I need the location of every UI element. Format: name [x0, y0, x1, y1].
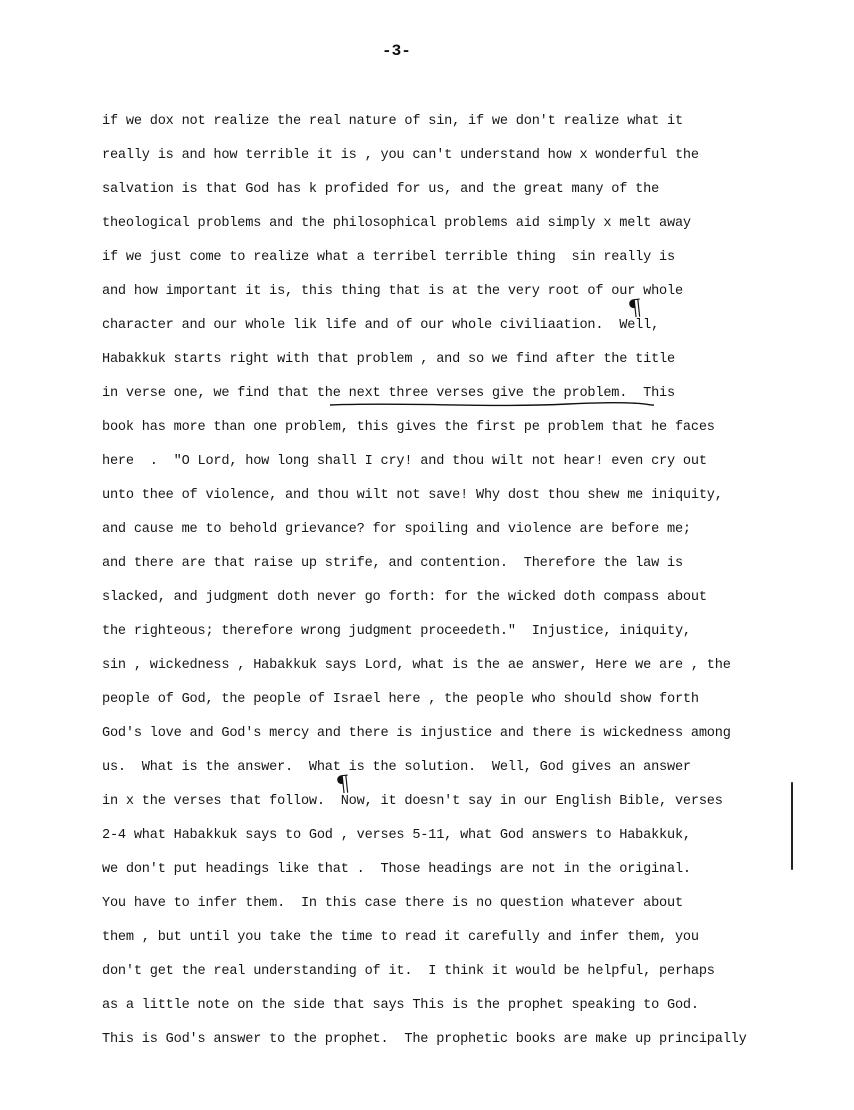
- text-line: people of God, the people of Israel here , the people who should show forth: [102, 692, 699, 707]
- text-line: You have to infer them. In this case there is no question whatever about: [102, 896, 683, 911]
- margin-mark: [791, 782, 793, 870]
- text-line: if we just come to realize what a terribel terrible thing sin really is: [102, 250, 675, 265]
- text-line: them , but until you take the time to read it carefully and infer them, you: [102, 930, 699, 945]
- text-line: slacked, and judgment doth never go forth: for the wicked doth compass about: [102, 590, 707, 605]
- page-number: -3-: [382, 42, 411, 60]
- text-line: here . "O Lord, how long shall I cry! and thou wilt not hear! even cry out: [102, 454, 707, 469]
- text-line: unto thee of violence, and thou wilt not save! Why dost thou shew me iniquity,: [102, 488, 723, 503]
- text-line: sin , wickedness , Habakkuk says Lord, what is the ae answer, Here we are , the: [102, 658, 731, 673]
- text-line: in x the verses that follow. Now, it doesn't say in our English Bible, verses: [102, 794, 723, 809]
- text-line: Habakkuk starts right with that problem , and so we find after the title: [102, 352, 675, 367]
- text-line: character and our whole lik life and of our whole civiliaation. Well,: [102, 318, 660, 333]
- text-line: really is and how terrible it is , you can't understand how x wonderful the: [102, 148, 699, 163]
- text-line: don't get the real understanding of it. I think it would be helpful, perhaps: [102, 964, 715, 979]
- text-line: us. What is the answer. What is the solution. Well, God gives an answer: [102, 760, 691, 775]
- text-line: we don't put headings like that . Those headings are not in the original.: [102, 862, 691, 877]
- text-line: if we dox not realize the real nature of sin, if we don't realize what it: [102, 114, 683, 129]
- text-line: theological problems and the philosophical problems aid simply x melt away: [102, 216, 691, 231]
- paragraph-mark: ¶: [334, 771, 352, 798]
- text-line: 2-4 what Habakkuk says to God , verses 5-11, what God answers to Habakkuk,: [102, 828, 691, 843]
- text-line: as a little note on the side that says This is the prophet speaking to God.: [102, 998, 699, 1013]
- text-line: book has more than one problem, this gives the first pe problem that he faces: [102, 420, 715, 435]
- text-line: God's love and God's mercy and there is injustice and there is wickedness among: [102, 726, 731, 741]
- text-line: in verse one, we find that the next three verses give the problem. This: [102, 386, 675, 401]
- text-line: the righteous; therefore wrong judgment proceedeth." Injustice, iniquity,: [102, 624, 691, 639]
- handwritten-underline: [328, 399, 658, 411]
- text-line: salvation is that God has k profided for us, and the great many of the: [102, 182, 660, 197]
- text-line: This is God's answer to the prophet. The prophetic books are make up principally: [102, 1032, 747, 1047]
- text-line: and how important it is, this thing that is at the very root of our whole: [102, 284, 683, 299]
- paragraph-mark: ¶: [626, 295, 644, 322]
- text-line: and there are that raise up strife, and contention. Therefore the law is: [102, 556, 683, 571]
- text-line: and cause me to behold grievance? for spoiling and violence are before me;: [102, 522, 691, 537]
